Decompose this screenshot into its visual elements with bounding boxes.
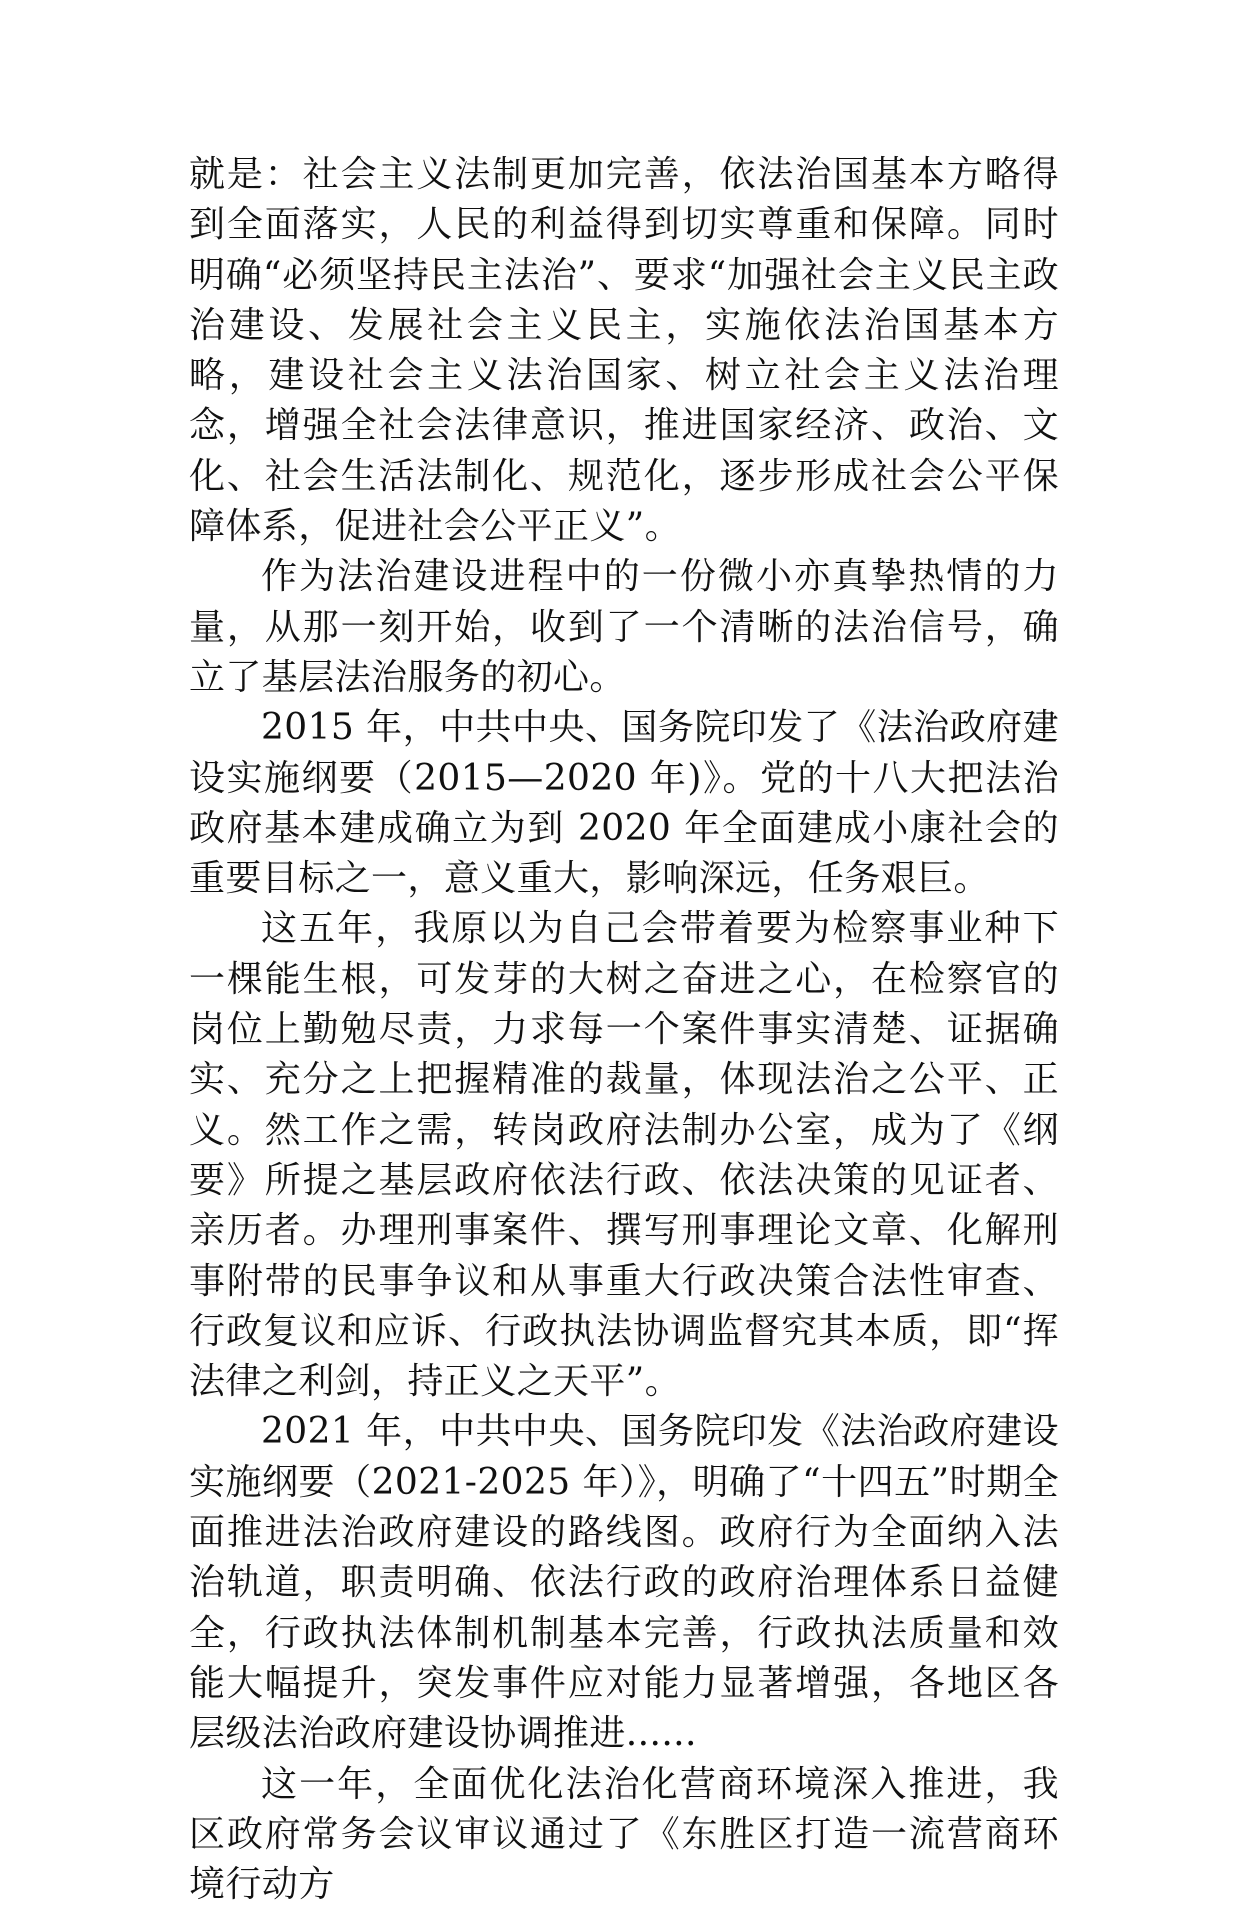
- paragraph-6: 这一年，全面优化法治化营商环境深入推进，我区政府常务会议审议通过了《东胜区打造一流营商环境行动方: [189, 1760, 1059, 1910]
- paragraph-3: 2015 年，中共中央、国务院印发了《法治政府建设实施纲要（2015—2020 年)》。党的十八大把法治政府基本建成确立为到 2020 年全面建成小康社会的重要目标之一，意义重大，影响深远，任务艰巨。: [189, 703, 1059, 904]
- paragraph-2: 作为法治建设进程中的一份微小亦真挚热情的力量，从那一刻开始，收到了一个清晰的法治信号，确立了基层法治服务的初心。: [189, 552, 1059, 703]
- paragraph-4: 这五年，我原以为自己会带着要为检察事业种下一棵能生根，可发芽的大树之奋进之心，在检察官的岗位上勤勉尽责，力求每一个案件事实清楚、证据确实、充分之上把握精准的裁量，体现法治之公平、正义。然工作之需，转岗政府法制办公室，成为了《纲要》所提之基层政府依法行政、依法决策的见证者、亲历者。办理刑事案件、撰写刑事理论文章、化解刑事附带的民事争议和从事重大行政决策合法性审查、行政复议和应诉、行政执法协调监督究其本质，即“挥法律之利剑，持正义之天平”。: [189, 904, 1059, 1407]
- paragraph-1: 就是：社会主义法制更加完善，依法治国基本方略得到全面落实，人民的利益得到切实尊重和保障。同时明确“必须坚持民主法治”、要求“加强社会主义民主政治建设、发展社会主义民主，实施依法治国基本方略，建设社会主义法治国家、树立社会主义法治理念，增强全社会法律意识，推进国家经济、政治、文化、社会生活法制化、规范化，逐步形成社会公平保障体系，促进社会公平正义”。: [189, 150, 1059, 552]
- document-page: [189, 150, 1059, 1910]
- paragraph-5: 2021 年，中共中央、国务院印发《法治政府建设实施纲要（2021-2025 年）》，明确了“十四五”时期全面推进法治政府建设的路线图。政府行为全面纳入法治轨道，职责明确、依法行政的政府治理体系日益健全，行政执法体制机制基本完善，行政执法质量和效能大幅提升，突发事件应对能力显著增强，各地区各层级法治政府建设协调推进......: [189, 1407, 1059, 1759]
